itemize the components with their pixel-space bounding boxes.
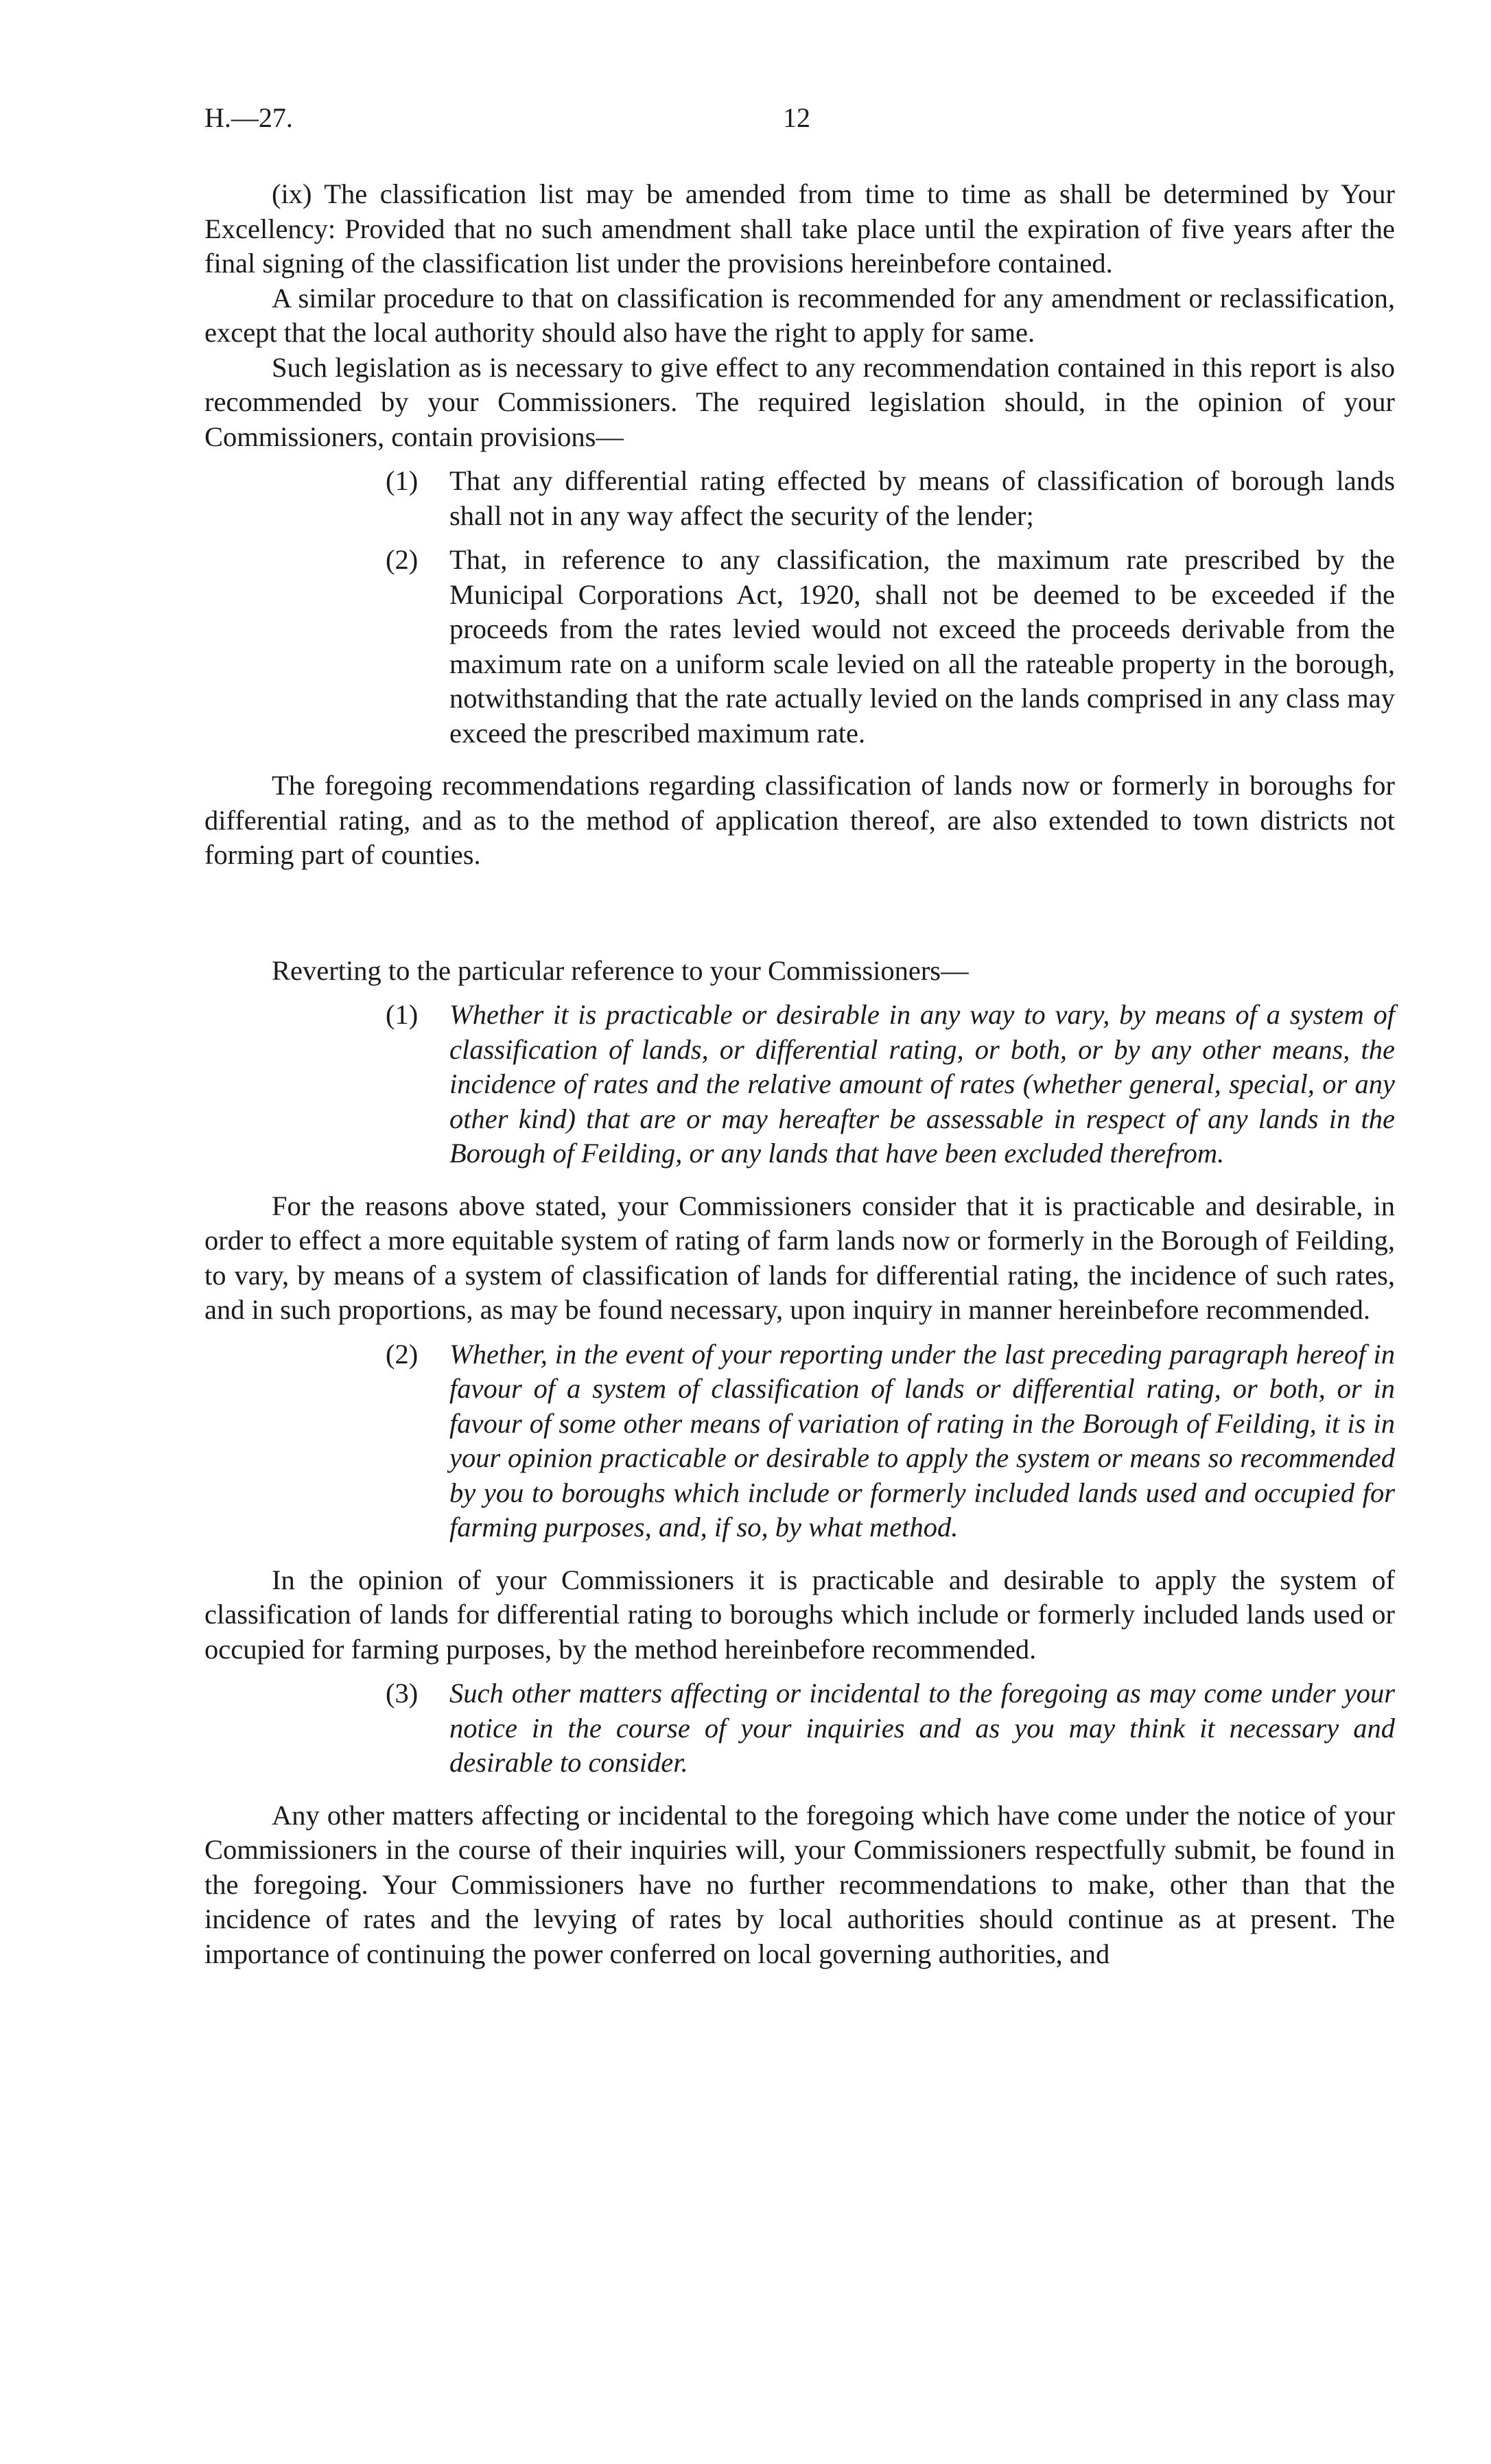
reference-text: Whether, in the event of your reporting under the last preceding paragraph hereof in favour of a system of classification of lands or differential rating, or both, or in favour of some other means of variation of rating in the Borough of Feilding, it is in your opinion practicable or desirable to apply the system or means so recommended by you to boroughs which include or formerly included lands used and occupied for farming purposes, and, if so, by what method.: [449, 1338, 1395, 1542]
provision-text: That, in reference to any classification, the maximum rate prescribed by the Municipal Corporations Act, 1920, shall not be deemed to be exceeded if the proceeds from the rates levied would not exceed the proceeds derivable from the maximum rate on a uniform scale levied on all the rateable property in the borough, notwithstanding that the rate actually levied on the lands comprised in any class may exceed the prescribed maximum rate.: [449, 544, 1395, 749]
paragraph-answer-three: Any other matters affecting or incidental to the foregoing which have come under the notice of your Commissioners in the course of their inquiries will, your Commissioners respectfully submit, be found in the foregoing. Your Commissioners have no further recommendations to make, other than that the incidence of rates and the levying of rates by local authorities should continue as at present. The importance of continuing the power conferred on local governing authorities, and: [204, 1799, 1395, 1969]
page-number: 12: [783, 102, 810, 133]
provision-number: (2): [386, 544, 419, 575]
paragraph-town-districts: The foregoing recommendations regarding classification of lands now or formerly in boroughs for differential rating, and as to the method of application thereof, are also extended to town districts not forming part of counties.: [204, 770, 1395, 870]
page-header: [204, 102, 1395, 143]
reference-text: Such other matters affecting or incidental to the foregoing as may come under your notice in the course of your inquiries and as you may think it necessary and desirable to consider.: [449, 1678, 1395, 1778]
reference-item: [386, 998, 1395, 1171]
reference-number: (3): [386, 1678, 419, 1709]
reference-text: Whether it is practicable or desirable in any way to vary, by means of a system of classification of lands, or differential rating, or both, or by any other means, the incidence of rates and the relative amount of rates (whether general, special, or any other kind) that are or may hereafter be assessable in respect of any lands in the Borough of Feilding, or any lands that have been excluded therefrom.: [449, 999, 1395, 1169]
paragraph-amendment-procedure: A similar procedure to that on classification is recommended for any amendment or reclassification, except that the local authority should also have the right to apply for same.: [204, 282, 1395, 348]
paragraph-classification-amendment: (ix) The classification list may be amended from time to time as shall be determined by Your Excellency: Provided that no such amendment shall take place until the expiration of five years after the final signing of the classification list under the provisions hereinbefore contained.: [204, 178, 1395, 279]
reference-item: [386, 1676, 1395, 1781]
provision-number: (1): [386, 465, 419, 496]
paragraph-answer-two: In the opinion of your Commissioners it is practicable and desirable to apply the system of classification of lands for differential rating to boroughs which include or formerly included lands used or occupied for farming purposes, by the method hereinbefore recommended.: [204, 1564, 1395, 1665]
provision-item: [386, 464, 1395, 533]
page-body: [204, 177, 1395, 1971]
reference-item: [386, 1337, 1395, 1545]
reference-number: (1): [386, 999, 419, 1030]
paragraph-reverting: Reverting to the particular reference to your Commissioners—: [272, 954, 969, 986]
paragraph-legislation: Such legislation as is necessary to give effect to any recommendation contained in this report is also recommended by your Commissioners. The required legislation should, in the opinion of your Commissioners, contain provisions—: [204, 351, 1395, 452]
reference-number: (2): [386, 1338, 419, 1370]
document-reference: H.—27.: [204, 102, 293, 133]
paragraph-answer-one: For the reasons above stated, your Commissioners consider that it is practicable and desirable, in order to effect a more equitable system of rating of farm lands now or formerly in the Borough of Feilding, to vary, by means of a system of classification of lands for differential rating, the incidence of such rates, and in such proportions, as may be found necessary, upon inquiry in manner hereinbefore recommended.: [204, 1190, 1395, 1325]
provision-text: That any differential rating effected by means of classification of borough lands shall not in any way affect the security of the lender;: [449, 465, 1395, 531]
provision-item: [386, 543, 1395, 751]
